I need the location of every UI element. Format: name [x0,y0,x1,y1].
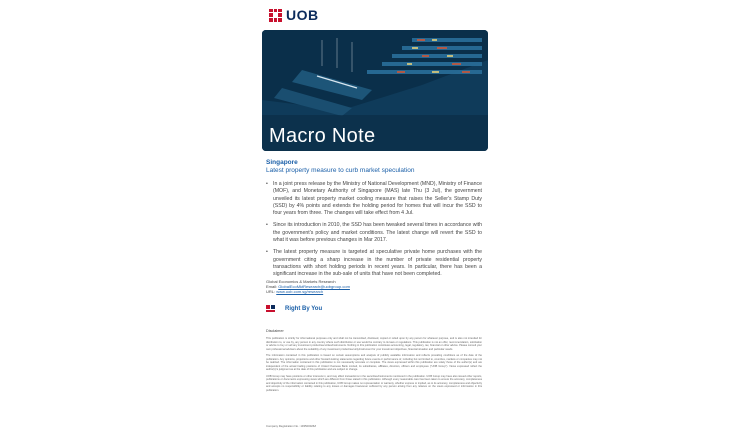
disclaimer-paragraph: The information contained in this publication is based on certain assumptions and analysis of publicly available information and reflects prevailing conditions as of the date of the publication. Any opinions, projections and other forward-looking statements regarding future events or performance of, including but not limited to, countries, markets or companies may not be realized. The information contained in this publication is not necessarily accurate or complete. The views expressed within this publication are solely those of the author(s) and are independent of the actual trading positions of United Overseas Bank Limited, its subsidiaries, affiliates, directors, officers and employees ("UOB Group"). Views expressed reflect the author(s)'s judgment as at the date of this publication and are subject to change. [266,354,482,371]
key-points-list [266,181,482,284]
hero-banner [262,30,488,151]
email-link[interactable]: GlobalEcoMktResearch@uobgroup.com [278,284,350,290]
disclaimer-paragraph: This publication is strictly for informational purposes only and shall not be transmitted, disclosed, copied or relied upon by any person for whatever purpose, and is also not intended for distribution to, or use by, any person in any country where such distribution or use would be contrary to its laws or regulations. This publication is not an offer, recommendation, solicitation or advice to buy or sell any investment product/securities/instruments. Nothing in this publication constitutes accounting, legal, regulatory, tax, financial or other advice. Please consult your own professional advisers about the suitability of any investment product/security/instrument for your investment objectives, financial situation and particular needs. [266,337,482,351]
company-registration: Company Registration No.: 193500026Z [266,424,317,428]
disclaimer-title: Disclaimer [266,329,284,333]
uob-logo-mark-icon [269,9,282,22]
key-point: • In a joint press release by the Ministry of National Development (MND), Ministry of Finance (MOF), and Monetary Authority of Singapore (MAS) late Thu (3 Jul), the government unveiled its latest property market cooling measure that raises the Seller's Stamp Duty (SSD) by 4% points and extends the holding period for homes that will incur the SSD to four years from three. The changes will take effect from 4 Jul. [266,181,482,217]
email-label: Email: [266,284,278,290]
hero-title: Macro Note [269,125,376,147]
contact-block [266,279,350,295]
disclaimer-paragraph: UOB Group may have positions or other interests in, and may effect transactions in the securities/instruments mentioned in the publication. UOB Group may have also issued other reports, publications or documents expressing views which are different from those stated in this publication. Although every reasonable care has been taken to ensure the accuracy, completeness and objectivity of the information contained in this publication, UOB Group makes no representation or warranty, whether express or implied, as to its accuracy, completeness and objectivity and accepts no responsibility or liability relating to any losses or damages howsoever suffered by any person arising from any reliance on the views expressed or information in this publication. [266,374,482,392]
url-link[interactable]: www.uob.com.sg/research [276,289,324,295]
contact-team: Global Economics & Markets Research [266,279,336,284]
report-headline: Latest property measure to curb market speculation [266,167,415,174]
disclaimer [266,329,482,395]
key-point: • The latest property measure is targeted at speculative private home purchases with the government citing a sharp increase in the number of private residential property transactions with short holding periods in recent years. In particular, there has been a significant increase in the sub-sale of units that have not been completed. [266,249,482,278]
tagline-mark-icon [266,305,280,313]
url-label: URL: [266,289,276,295]
tagline-text: Right By You [285,306,323,312]
uob-logo-text: UOB [286,7,319,23]
tagline-block [266,305,322,313]
uob-logo [269,8,329,22]
report-country: Singapore [266,159,298,166]
contact-url-row [266,289,350,294]
key-point: • Since its introduction in 2010, the SSD has been tweaked several times in accordance with the government's policy and market conditions. The latest change will revert the SSD to what it was before previous changes in Mar 2017. [266,222,482,244]
